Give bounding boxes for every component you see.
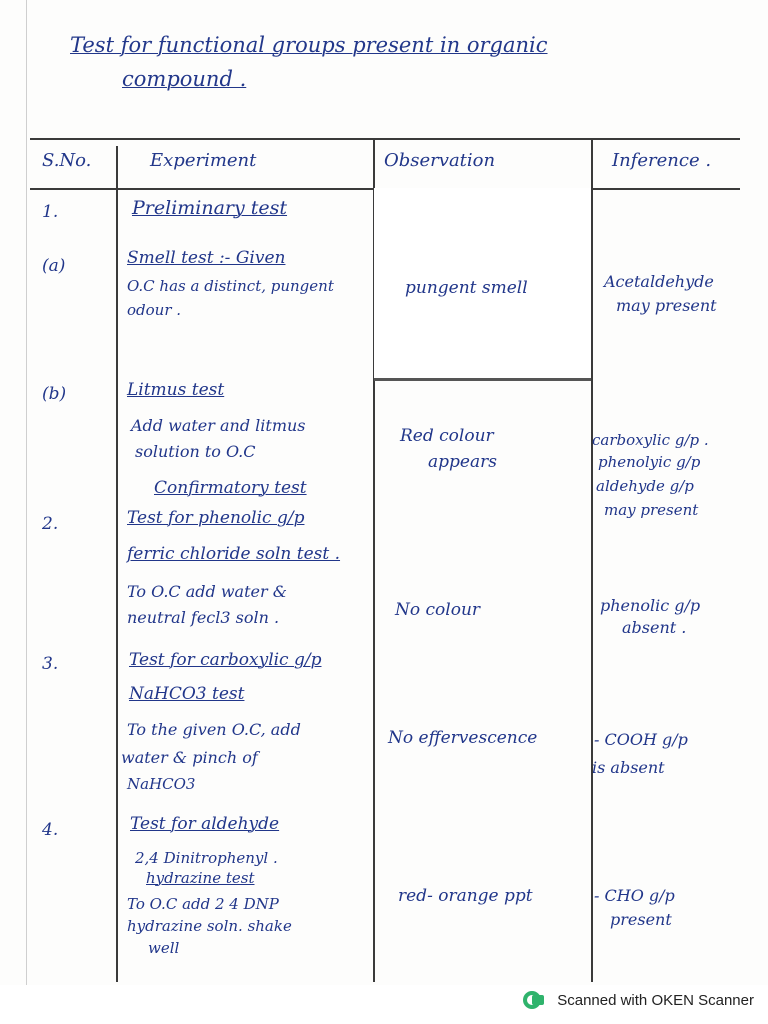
row-b-line-2: solution to O.C: [135, 442, 256, 461]
scanner-logo-icon: [523, 990, 549, 1010]
row-a-inference-2: may present: [616, 296, 717, 315]
scanner-watermark: [523, 990, 754, 1010]
row-4-line-1: To O.C add 2 4 DNP: [127, 895, 279, 913]
row-2-line-1: To O.C add water &: [127, 582, 287, 601]
row-2-observation: No colour: [395, 600, 481, 620]
row-1-title: Preliminary test: [132, 197, 288, 219]
row-a-inference-1: Acetaldehyde: [604, 272, 714, 291]
title-line-1: Test for functional groups present in organic: [70, 33, 548, 57]
row-4-subheading-1: 2,4 Dinitrophenyl .: [135, 849, 278, 867]
row-2-line-2: neutral fecl3 soln .: [127, 608, 280, 627]
row-3-observation: No effervescence: [388, 728, 538, 748]
row-b-observation-1: Red colour: [400, 426, 494, 446]
title-line-2: compound .: [122, 67, 247, 91]
column-divider-1: [116, 146, 118, 982]
row-b-line-1: Add water and litmus: [131, 416, 306, 435]
row-3-number: 3.: [42, 654, 59, 674]
row-a-observation: pungent smell: [405, 278, 528, 298]
row-3-line-1: To the given O.C, add: [127, 720, 301, 739]
row-3-inference-1: - COOH g/p: [594, 730, 688, 749]
row-2-number: 2.: [42, 514, 59, 534]
row-3-line-2: water & pinch of: [121, 748, 258, 767]
row-2-heading: Test for phenolic g/p: [127, 508, 305, 528]
row-4-line-2: hydrazine soln. shake: [127, 917, 292, 935]
row-b-inference-4: may present: [604, 501, 699, 519]
table-top-rule: [30, 138, 740, 140]
row-a-line-2: odour .: [127, 301, 182, 319]
scanner-text: Scanned with OKEN Scanner: [557, 991, 754, 1009]
row-3-heading: Test for carboxylic g/p: [129, 650, 322, 670]
row-4-subheading-2: hydrazine test: [146, 869, 255, 887]
row-a-heading: Smell test :- Given: [127, 248, 286, 268]
header-inference: Inference .: [612, 150, 712, 171]
header-observation: Observation: [384, 150, 496, 171]
row-3-line-3: NaHCO3: [127, 775, 196, 793]
row-b-heading: Litmus test: [127, 380, 225, 400]
row-b-inference-1: carboxylic g/p .: [592, 431, 709, 449]
row-4-inference-2: present: [610, 910, 672, 929]
row-2-inference-1: phenolic g/p: [600, 596, 701, 615]
row-4-number: 4.: [42, 820, 59, 840]
column-divider-3: [591, 140, 593, 982]
row-4-observation: red- orange ppt: [398, 886, 533, 906]
row-b-number: (b): [42, 384, 67, 404]
header-sno: S.No.: [42, 150, 92, 171]
header-experiment: Experiment: [150, 150, 257, 171]
row-4-inference-1: - CHO g/p: [594, 886, 675, 905]
confirmatory-test-heading: Confirmatory test: [154, 478, 307, 498]
row-4-line-3: well: [148, 939, 180, 957]
row-1-number: 1.: [42, 202, 59, 222]
row-3-inference-2: is absent: [592, 758, 665, 777]
row-b-inference-3: aldehyde g/p: [596, 477, 694, 495]
row-3-subheading: NaHCO3 test: [129, 684, 245, 704]
paper-edge: [26, 0, 27, 985]
row-b-inference-2: phenolyic g/p: [598, 453, 701, 471]
row-a-number: (a): [42, 256, 66, 276]
row-a-line-1: O.C has a distinct, pungent: [127, 277, 334, 295]
row-2-inference-2: absent .: [622, 618, 687, 637]
row-2-subheading: ferric chloride soln test .: [127, 544, 341, 564]
page-title: [70, 28, 710, 96]
row-4-heading: Test for aldehyde: [130, 814, 280, 834]
row-b-observation-2: appears: [428, 452, 497, 472]
